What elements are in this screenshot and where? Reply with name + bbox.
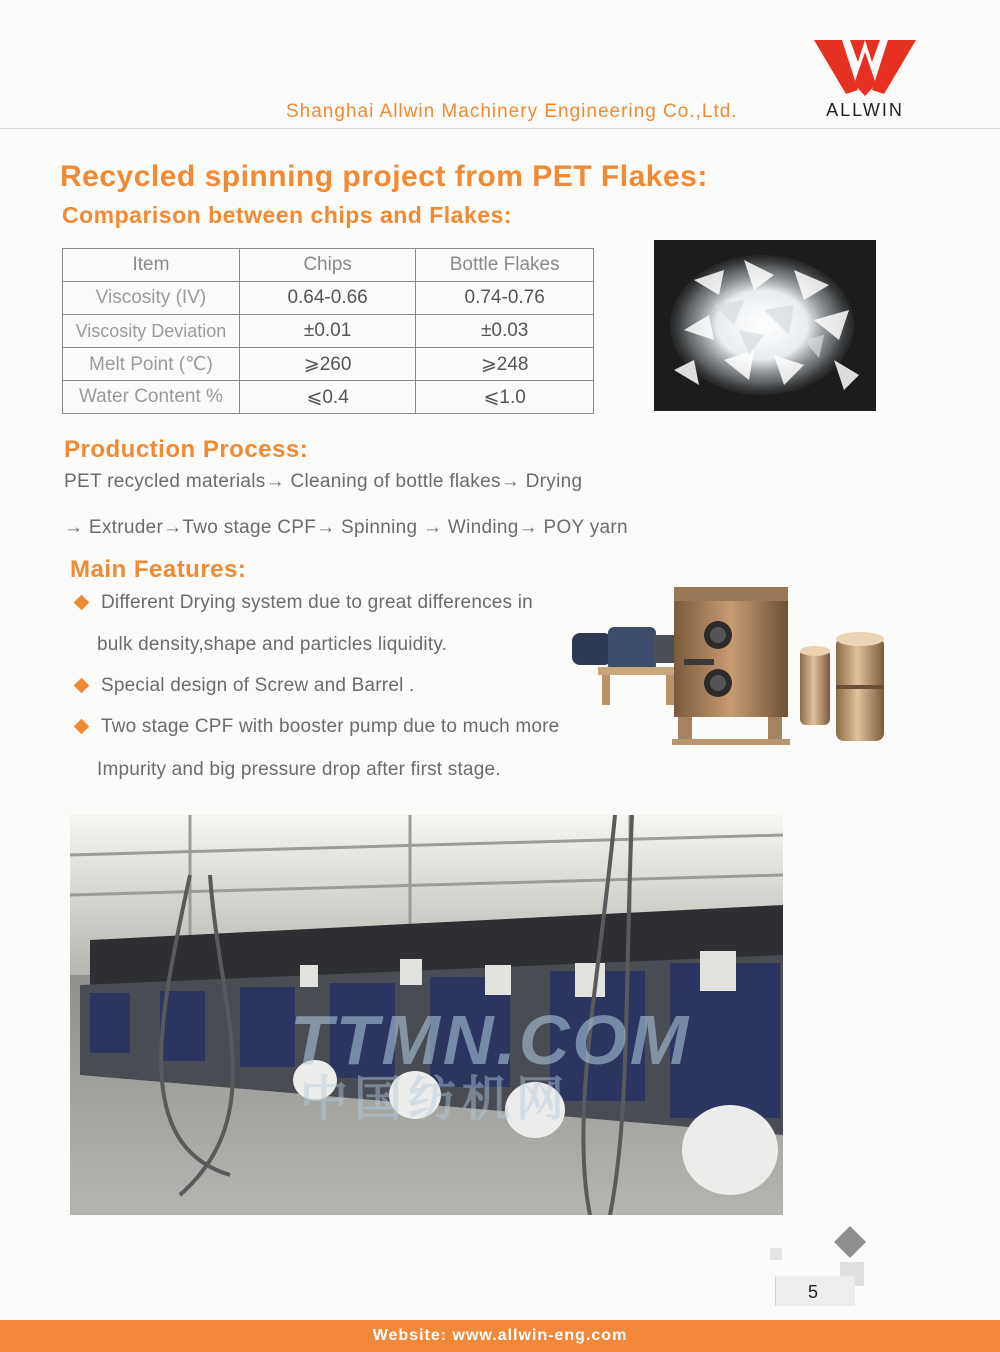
table-row: [63, 348, 594, 381]
table-row: [63, 315, 594, 348]
table-cell: ⩽0.4: [239, 381, 415, 414]
page-title: Recycled spinning project from PET Flakes:: [60, 160, 708, 193]
production-process-title: Production Process:: [64, 436, 309, 463]
comparison-title: Comparison between chips and Flakes:: [62, 202, 512, 228]
table-cell: ⩽1.0: [416, 381, 594, 414]
pet-flakes-photo: [654, 240, 876, 411]
table-cell: ±0.01: [239, 315, 415, 348]
table-cell: ±0.03: [416, 315, 594, 348]
feature-1-line-2: bulk density,shape and particles liquidity.: [97, 634, 448, 655]
process-line-2: → Extruder→Two stage CPF→ Spinning → Winding→ POY yarn: [64, 517, 628, 538]
table-cell: Water Content %: [63, 381, 240, 414]
table-cell: 0.74-0.76: [416, 282, 594, 315]
table-cell: ⩾248: [416, 348, 594, 381]
comparison-table: [62, 248, 594, 414]
watermark-latin: TTMN.COM: [290, 1001, 692, 1079]
cpf-machine-illustration: [568, 575, 898, 750]
feature-3-line-2: Impurity and big pressure drop after first stage.: [97, 759, 501, 780]
company-name: Shanghai Allwin Machinery Engineering Co.,Ltd.: [286, 101, 738, 122]
process-line-1: PET recycled materials→ Cleaning of bottle flakes→ Drying: [64, 471, 583, 492]
table-header-cell: Bottle Flakes: [416, 249, 594, 282]
table-cell: Melt Point (℃): [63, 348, 240, 381]
page-number: 5: [808, 1282, 819, 1302]
footer-bar: [0, 1320, 1000, 1352]
table-cell: 0.64-0.66: [239, 282, 415, 315]
footer-website[interactable]: Website: www.allwin-eng.com: [372, 1327, 628, 1344]
bullet-icon: [74, 678, 90, 694]
table-header-row: [63, 249, 594, 282]
logo-text: ALLWIN: [826, 100, 904, 120]
spinning-factory-photo: [70, 815, 783, 1215]
table-row: [63, 282, 594, 315]
table-header-cell: Chips: [239, 249, 415, 282]
table-row: [63, 381, 594, 414]
watermark-chinese: 中国纺机网: [300, 1073, 571, 1126]
table-cell: Viscosity Deviation: [63, 315, 240, 348]
table-cell: ⩾260: [239, 348, 415, 381]
feature-1-line-1: Different Drying system due to great differences in: [101, 592, 533, 613]
header-divider: [0, 128, 1000, 129]
feature-3-line-1: Two stage CPF with booster pump due to much more: [101, 716, 560, 737]
table-cell: Viscosity (IV): [63, 282, 240, 315]
feature-2-line-1: Special design of Screw and Barrel .: [101, 675, 415, 696]
main-features-title: Main Features:: [70, 556, 247, 583]
allwin-logo: [812, 38, 918, 124]
bullet-icon: [74, 719, 90, 735]
table-header-cell: Item: [63, 249, 240, 282]
bullet-icon: [74, 595, 90, 611]
